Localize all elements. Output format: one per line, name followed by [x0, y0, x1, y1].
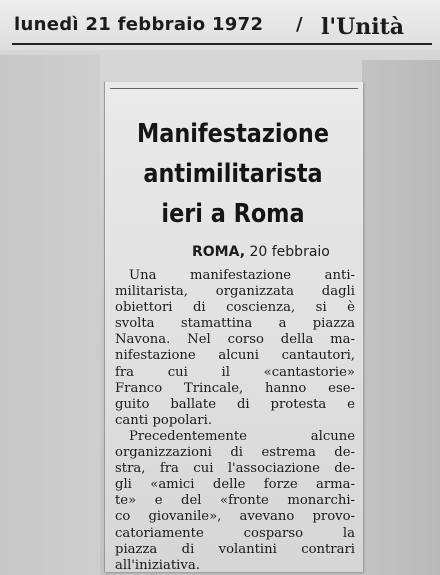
text-line: obiettori di coscienza, si è [115, 300, 355, 316]
text-line: svolta stamattina a piazza [115, 316, 355, 332]
newspaper-masthead [0, 0, 440, 50]
text-line: militarista, organizzata dagli [115, 284, 355, 300]
text-line: te» e del «fronte monarchi- [115, 493, 355, 509]
text-line: stra, fra cui l'associazione de- [115, 461, 355, 477]
background-paper-left [0, 55, 100, 575]
dateline-date: 20 febbraio [249, 244, 330, 260]
article-paragraph-2 [115, 429, 355, 574]
text-line: catoriamente cosparso la [115, 525, 355, 541]
article-headline [127, 114, 339, 234]
masthead-separator: / [296, 14, 303, 35]
headline-line: antimilitarista [143, 159, 323, 189]
newspaper-name: l'Unità [321, 14, 405, 40]
text-line: canti popolari. [115, 412, 213, 428]
text-line: gli «amici delle forze arma- [115, 477, 355, 493]
clipping-top-rule [110, 88, 358, 89]
text-line: fra cui il «cantastorie» [115, 364, 355, 380]
masthead-rule [12, 43, 432, 45]
masthead-date: lunedì 21 febbraio 1972 [14, 14, 264, 35]
text-line: nifestazione alcuni cantautori, [115, 348, 355, 364]
headline-line: Manifestazione [136, 119, 330, 149]
text-line: Una manifestazione anti- [129, 268, 355, 283]
dateline-city: ROMA, [192, 244, 246, 260]
text-line: co giovanile», avevano provo- [115, 509, 355, 525]
article-dateline [192, 244, 330, 260]
background-paper-right [362, 60, 440, 575]
text-line: organizzazioni di estrema de- [115, 445, 355, 461]
text-line: all'iniziativa. [115, 557, 200, 573]
text-line: Franco Trincale, hanno ese- [115, 380, 355, 396]
text-line: piazza di volantini contrari [115, 541, 355, 557]
text-line: Precedentemente alcune [129, 429, 355, 444]
headline-line: ieri a Roma [161, 199, 305, 229]
text-line: guito ballate di protesta e [115, 396, 355, 412]
text-line: Navona. Nel corso della ma- [115, 332, 355, 348]
article-paragraph-1 [115, 268, 355, 429]
